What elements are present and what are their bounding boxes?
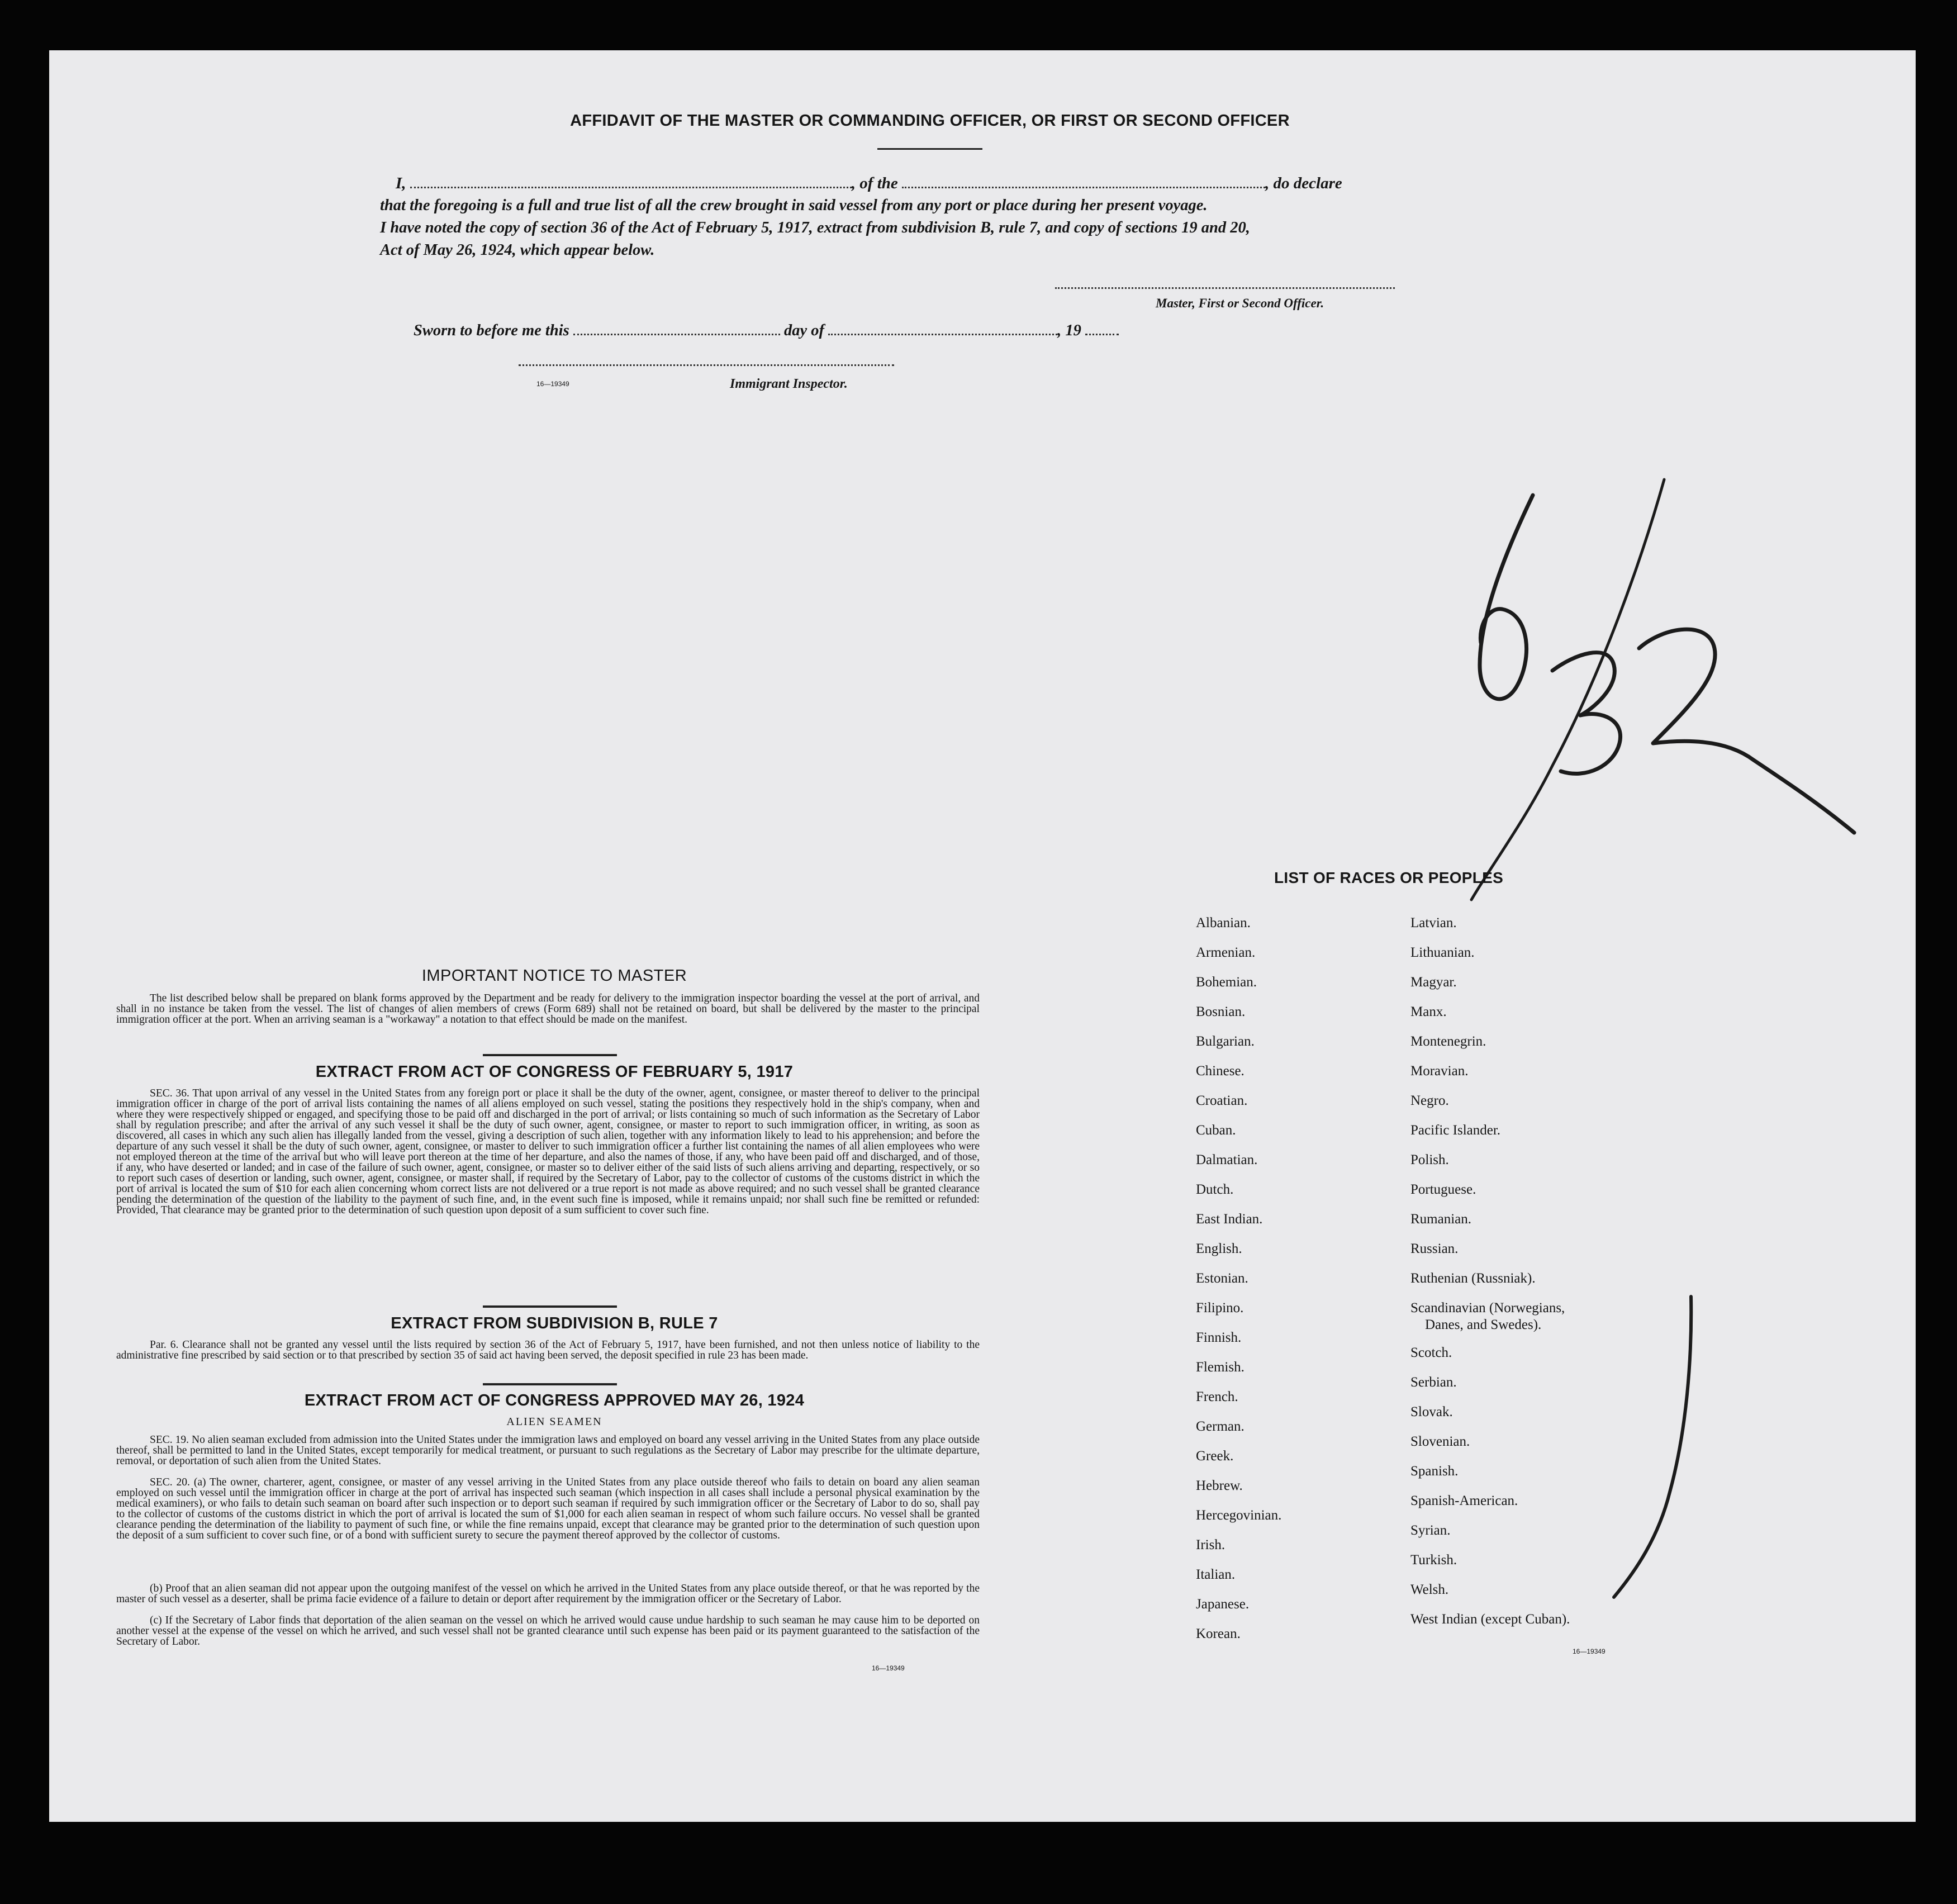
races-right-column: [1410, 915, 1570, 1641]
race-item: Magyar.: [1410, 975, 1457, 990]
race-item: Bulgarian.: [1196, 1034, 1255, 1049]
race-item: Slovak.: [1410, 1404, 1453, 1419]
race-item: Portuguese.: [1410, 1182, 1476, 1197]
signature-label: Master, First or Second Officer.: [1156, 296, 1324, 310]
form-number-bottom-left: 16—19349: [872, 1664, 905, 1672]
subdivision-b-title: EXTRACT FROM SUBDIVISION B, RULE 7: [391, 1314, 718, 1332]
race-item: Italian.: [1196, 1567, 1236, 1582]
race-item: Slovenian.: [1410, 1434, 1470, 1449]
race-item: Filipino.: [1196, 1300, 1244, 1316]
race-item: Russian.: [1410, 1241, 1459, 1256]
race-item: Bosnian.: [1196, 1004, 1246, 1019]
section-divider: [483, 1383, 617, 1385]
race-item: German.: [1196, 1419, 1244, 1434]
extract-1924-sec19: SEC. 19. No alien seaman excluded from admission into the United States under the immigration laws and employed on board any vessel arriving in the United States from any place outside thereof, shall be permitted to land in the United States, except temporarily for medical treatment, or pursuant to such regulations as the Secretary of Labor may prescribe for the ultimate departure, removal, or deportation of such alien from the United States.: [116, 1434, 980, 1467]
handwritten-number: [1418, 475, 1916, 933]
sworn-day-field[interactable]: [573, 322, 780, 335]
race-item: Croatian.: [1196, 1093, 1248, 1108]
race-item: Japanese.: [1196, 1597, 1250, 1612]
affidavit-line-3: I have noted the copy of section 36 of the Act of February 5, 1917, extract from subdivision B, rule 7, and copy of sections 19 and 20,: [380, 219, 1250, 236]
race-item: Armenian.: [1196, 945, 1256, 960]
races-left-column: [1196, 915, 1281, 1655]
race-item: English.: [1196, 1241, 1242, 1256]
affidavit-line-4: Act of May 26, 1924, which appear below.: [380, 241, 655, 259]
section-divider: [483, 1305, 617, 1308]
race-item: Flemish.: [1196, 1360, 1244, 1375]
affidavit-declaration-line: [396, 174, 1342, 193]
inspector-label: Immigrant Inspector.: [730, 377, 848, 391]
races-title: LIST OF RACES OR PEOPLES: [1274, 869, 1504, 886]
race-item: Estonian.: [1196, 1271, 1248, 1286]
race-item: Turkish.: [1410, 1552, 1457, 1568]
race-item: Irish.: [1196, 1537, 1226, 1552]
race-item: Pacific Islander.: [1410, 1123, 1501, 1138]
race-item: Finnish.: [1196, 1330, 1242, 1345]
sworn-prefix: Sworn to before me this: [414, 322, 569, 339]
affidavit-line-2: that the foregoing is a full and true list of all the crew brought in said vessel from any port or place during her present voyage.: [380, 197, 1208, 214]
race-item: Spanish.: [1410, 1464, 1459, 1479]
extract-1924-sec20c: (c) If the Secretary of Labor finds that deportation of the alien seaman on the vessel on which he arrived would cause undue hardship to such seaman he may cause him to be deported on another vessel at the expense of the vessel on which he arrived, and such vessel shall not be granted clearance until such expense has been paid or its payment guaranteed to the satisfaction of the Secretary of Labor.: [116, 1615, 980, 1647]
race-item: Serbian.: [1410, 1375, 1457, 1390]
race-item: Polish.: [1410, 1152, 1449, 1167]
digit-six: [1480, 495, 1533, 699]
sworn-year: , 19: [1057, 322, 1081, 339]
subdivision-b-text: Par. 6. Clearance shall not be granted any vessel until the lists required by section 36 of the Act of February 5, 1917, have been furnished, and not then unless notice of liability to the administrative fine prescribed by said section or to that prescribed by section 35 of said act having been served, the deposit specified in rule 23 has been made.: [116, 1339, 980, 1361]
race-item: French.: [1196, 1389, 1238, 1404]
race-item: Ruthenian (Russniak).: [1410, 1271, 1536, 1286]
race-item: West Indian (except Cuban).: [1410, 1612, 1570, 1627]
race-item: Scotch.: [1410, 1345, 1452, 1360]
race-item: Moravian.: [1410, 1063, 1469, 1079]
race-item: Dutch.: [1196, 1182, 1234, 1197]
extract-1917-title: EXTRACT FROM ACT OF CONGRESS OF FEBRUARY 5, 1917: [315, 1063, 794, 1081]
signature-line[interactable]: [1055, 287, 1395, 289]
affidavit-i: I,: [396, 174, 406, 192]
extract-1924-subtitle: ALIEN SEAMEN: [506, 1416, 602, 1428]
race-item: Korean.: [1196, 1626, 1241, 1641]
document-page: [49, 50, 1916, 1822]
title-underline: [877, 148, 982, 150]
extract-1924-sec20b: (b) Proof that an alien seaman did not appear upon the outgoing manifest of the vessel on which he arrived in the United States from any place outside thereof, or that he was reported by the master of such vessel as a deserter, shall be prima facie evidence of a failure to detain or deport after requirement by the immigration officer or the Secretary of Labor.: [116, 1583, 980, 1605]
inspector-signature-line[interactable]: [519, 364, 894, 366]
race-item: Greek.: [1196, 1449, 1234, 1464]
slash-stroke: [1471, 479, 1664, 900]
form-number-bottom-right: 16—19349: [1573, 1647, 1606, 1655]
notice-text: The list described below shall be prepared on blank forms approved by the Department and be ready for delivery to the immigration inspector boarding the vessel at the port of arrival, and shall in no instance be taken from the vessel. The list of changes of alien members of crews (Form 689) shall not be retained on board, but shall be delivered by the master to the principal immigration officer at the port. When an arriving seaman is a "workaway" a notation to that effect should be made on the manifest.: [116, 993, 980, 1025]
affidavit-of-the: , of the: [851, 174, 898, 192]
race-item: Hebrew.: [1196, 1478, 1243, 1493]
master-name-field[interactable]: [410, 175, 852, 188]
race-item-line-1: Scandinavian (Norwegians,: [1410, 1300, 1565, 1316]
extract-1924-title: EXTRACT FROM ACT OF CONGRESS APPROVED MAY 26, 1924: [304, 1392, 805, 1409]
race-item: Hercegovinian.: [1196, 1508, 1282, 1523]
race-item: Spanish-American.: [1410, 1493, 1518, 1508]
race-item: East Indian.: [1196, 1212, 1263, 1227]
race-item: Lithuanian.: [1410, 945, 1475, 960]
race-item: Negro.: [1410, 1093, 1449, 1108]
race-item: [1410, 1300, 1570, 1345]
vessel-name-field[interactable]: [902, 175, 1265, 188]
race-item: Chinese.: [1196, 1063, 1244, 1079]
race-item: Syrian.: [1410, 1523, 1451, 1538]
sworn-day-of: day of: [783, 322, 824, 339]
handwritten-check-stroke: [1608, 1291, 1698, 1604]
race-item-line-2: Danes, and Swedes).: [1425, 1317, 1542, 1332]
race-item: Manx.: [1410, 1004, 1447, 1019]
notice-title: IMPORTANT NOTICE TO MASTER: [421, 967, 687, 985]
race-item: Dalmatian.: [1196, 1152, 1258, 1167]
extract-1917-text: SEC. 36. That upon arrival of any vessel in the United States from any foreign port or place it shall be the duty of the owner, agent, consignee, or master thereof to deliver to the principal immigration officer in charge of the port of arrival lists containing the names of all aliens employed on such vessel, stating the positions they respectively hold in the ship's company, when and where they were respectively shipped or engaged, and specifying those to be paid off and discharged in the port of arrival; or lists containing so much of such information as the Secretary of Labor shall by regulation prescribe; and after the arrival of any such vessel it shall be the duty of such owner, agent, consignee, or master to report to such immigration officer, in writing, as soon as discovered, all cases in which any such alien has illegally landed from the vessel, giving a description of such alien, together with any information likely to lead to his apprehension; and before the departure of any such vessel it shall be the duty of such owner, agent, consignee, or master to deliver to such immigration officer a further list containing the names of all alien employees who were not employed thereon at the time of the arrival but who will leave port thereon at the time of her departure, and also the names of those, if any, who have been paid off and discharged, and of those, if any, who have deserted or landed; and in case of the failure of such owner, agent, consignee, or master so to deliver either of the said lists of such aliens arriving and departing, respectively, or so to report such cases of desertion or landing, such owner, agent, consignee, or master shall, if required by the Secretary of Labor, pay to the collector of customs of the customs district in which the port of arrival is located the sum of $10 for each alien concerning whom correct lists are not delivered or a true report is not made as above required; and no such vessel shall be granted clearance pending the determination of the question of the liability to the payment of such fine, and, in the event such fine is imposed, while it remains unpaid; nor shall such fine be remitted or refunded: Provided, That clearance may be granted prior to the determination of such question upon deposit of a sum sufficient to cover such fine.: [116, 1088, 980, 1216]
digit-two: [1639, 629, 1854, 833]
affidavit-declare: , do declare: [1265, 174, 1342, 192]
race-item: Montenegrin.: [1410, 1034, 1486, 1049]
affidavit-title: AFFIDAVIT OF THE MASTER OR COMMANDING OFFICER, OR FIRST OR SECOND OFFICER: [570, 112, 1290, 130]
form-number-top: 16—19349: [536, 380, 569, 388]
section-divider: [483, 1054, 617, 1056]
sworn-line: [414, 322, 1119, 340]
race-item: Rumanian.: [1410, 1212, 1472, 1227]
race-item: Cuban.: [1196, 1123, 1236, 1138]
sworn-month-field[interactable]: [828, 322, 1057, 335]
extract-1924-sec20a: SEC. 20. (a) The owner, charterer, agent, consignee, or master of any vessel arriving in the United States from any place outside thereof who fails to detain on board any alien seaman employed on such vessel until the immigration officer in charge at the port of arrival has inspected such seaman (which inspection in all cases shall include a personal physical examination by the medical examiners), or who fails to detain such seaman on board after such inspection or to deport such seaman if required by such immigration officer or the Secretary of Labor to do so, shall pay to the collector of customs of the customs district in which the port of arrival is located the sum of $1,000 for each alien seaman in respect of whom such failure occurs. No vessel shall be granted clearance pending the determination of the liability to payment of such fine, or while the fine remains unpaid, except that clearance may be granted prior to the determination of such question upon the deposit of a sum sufficient to cover such fine, or of a bond with sufficient surety to secure the payment thereof approved by the collector of customs.: [116, 1476, 980, 1541]
digit-three: [1552, 653, 1621, 774]
race-item: Welsh.: [1410, 1582, 1449, 1597]
race-item: Albanian.: [1196, 915, 1251, 930]
race-item: Latvian.: [1410, 915, 1457, 930]
race-item: Bohemian.: [1196, 975, 1257, 990]
sworn-year-field[interactable]: [1085, 322, 1119, 335]
